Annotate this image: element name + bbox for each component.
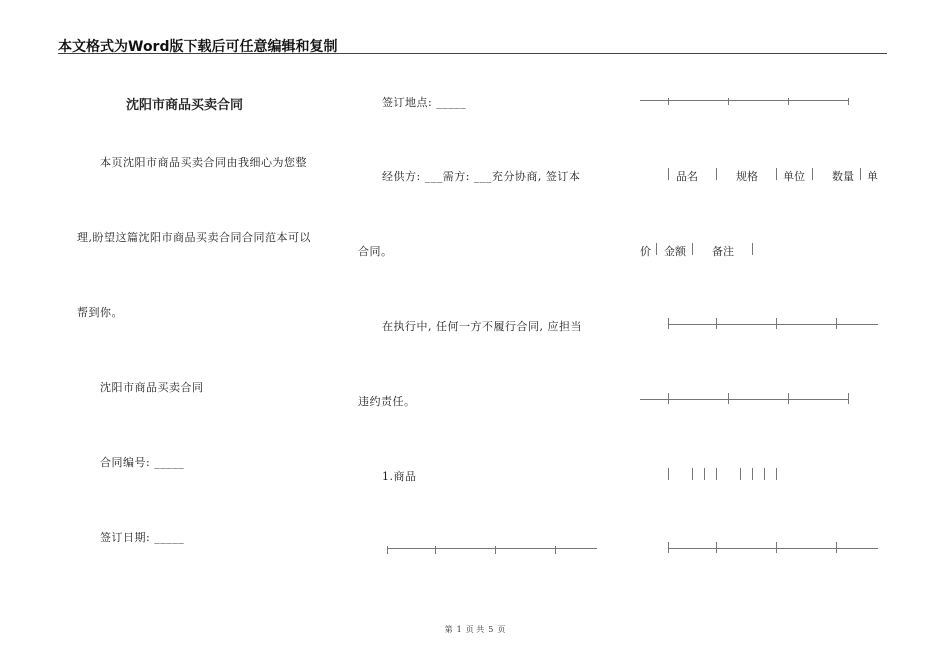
table-rule [640, 399, 848, 400]
parties-line: 经供方: ___需方: ___充分协商, 签订本 [382, 170, 581, 183]
table-header-cell: 规格 [736, 170, 758, 183]
table-tick [728, 393, 729, 404]
table-tick [668, 393, 669, 404]
table-cell-border [752, 243, 753, 255]
table-tick [836, 318, 837, 329]
table-tick [716, 542, 717, 553]
table-header-cell: 金额 [664, 245, 686, 258]
parties-line-cont: 合同。 [358, 245, 393, 258]
intro-line-1: 本页沈阳市商品买卖合同由我细心为您整 [100, 156, 307, 169]
table-tick [848, 393, 849, 404]
table-tick [495, 546, 496, 554]
table-tick [668, 542, 669, 553]
table-tick [435, 546, 436, 554]
table-rule-top [640, 100, 848, 101]
table-cell-border [860, 168, 861, 180]
table-tick [728, 98, 729, 105]
table-tick [776, 542, 777, 553]
table-tick [668, 318, 669, 329]
page-footer [0, 624, 950, 635]
contract-subtitle: 沈阳市商品买卖合同 [100, 381, 204, 394]
liability-line-cont: 违约责任。 [358, 395, 416, 408]
table-cell-border [716, 168, 717, 180]
table-cell-border [668, 168, 669, 180]
table-tick [788, 98, 789, 105]
table-cell-border [752, 468, 753, 480]
table-tick [776, 318, 777, 329]
table-cell-border [704, 468, 705, 480]
liability-line: 在执行中, 任何一方不履行合同, 应担当 [382, 320, 582, 333]
table-tick [716, 318, 717, 329]
table-tick [788, 393, 789, 404]
table-header-cell: 单 [867, 170, 878, 183]
footer-prefix: 第 [444, 625, 453, 634]
table-header-cell: 价 [640, 245, 651, 258]
table-cell-border [716, 468, 717, 480]
table-header-cell: 数量 [832, 170, 854, 183]
table-tick [836, 542, 837, 553]
table-cell-border [776, 468, 777, 480]
intro-line-2: 理,盼望这篇沈阳市商品买卖合同合同范本可以 [77, 231, 311, 244]
sign-place-field: 签订地点: _____ [382, 96, 467, 109]
table-header-cell: 备注 [712, 245, 734, 258]
goods-heading: 1.商品 [382, 470, 417, 483]
document-banner: 本文格式为Word版下载后可任意编辑和复制 [58, 39, 338, 55]
table-header-cell: 品名 [676, 170, 698, 183]
banner-rule [58, 53, 887, 54]
table-rule [668, 324, 878, 325]
table-cell-border [740, 468, 741, 480]
table-rule [668, 548, 878, 549]
table-cell-border [776, 168, 777, 180]
intro-line-3: 帮到你。 [77, 306, 123, 319]
table-cell-border [668, 468, 669, 480]
page-number: 1 [456, 625, 462, 634]
table-tick [387, 546, 388, 554]
table-rule-col2 [387, 548, 597, 549]
table-cell-border [692, 468, 693, 480]
table-header-cell: 单位 [783, 170, 805, 183]
table-cell-border [764, 468, 765, 480]
sign-date-field: 签订日期: _____ [100, 531, 185, 544]
table-tick [555, 546, 556, 554]
table-cell-border [692, 243, 693, 255]
document-title: 沈阳市商品买卖合同 [126, 98, 244, 113]
table-tick [848, 98, 849, 105]
footer-suffix: 页 [497, 625, 506, 634]
table-cell-border [812, 168, 813, 180]
page-total: 5 [488, 625, 494, 634]
table-tick [668, 98, 669, 105]
footer-mid: 页 共 [465, 625, 485, 634]
contract-number-field: 合同编号: _____ [100, 456, 185, 469]
table-cell-border [656, 243, 657, 255]
